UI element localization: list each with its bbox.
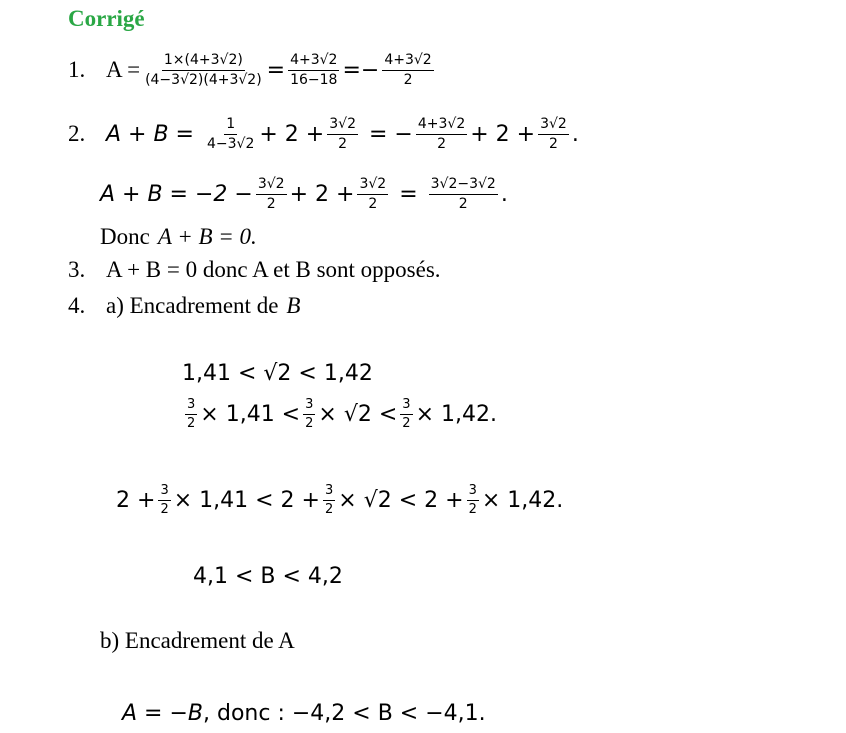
numerator: 3 bbox=[467, 483, 479, 501]
equation-expression: A = −B bbox=[122, 700, 203, 726]
equation-lhs: A + B = bbox=[106, 121, 194, 147]
numerator: 4+3√2 bbox=[416, 116, 467, 135]
conclusion-prefix: Donc bbox=[100, 224, 150, 249]
denominator: 2 bbox=[305, 415, 314, 431]
inequality-part: × √2 < bbox=[318, 401, 398, 427]
inequality-line-3 bbox=[116, 476, 563, 524]
inequality-part: 2 + bbox=[116, 487, 156, 513]
subquestion-label: a) Encadrement de bbox=[106, 293, 279, 318]
fraction bbox=[357, 176, 388, 213]
inequality-part: × √2 < 2 + bbox=[338, 487, 464, 513]
numerator: 3 bbox=[158, 483, 170, 501]
inequality-part: × 1,41 < 2 + bbox=[173, 487, 320, 513]
fraction bbox=[323, 483, 335, 517]
question-number: 2. bbox=[68, 121, 86, 146]
denominator: 2 bbox=[338, 135, 348, 152]
numerator: 4+3√2 bbox=[288, 52, 339, 71]
numerator: 3√2 bbox=[327, 116, 358, 135]
inequality-result: 4,1 < B < 4,2 bbox=[193, 563, 343, 589]
fraction bbox=[256, 176, 287, 213]
numerator: 3 bbox=[323, 483, 335, 501]
operator: = − bbox=[368, 121, 413, 147]
inequality-part: × 1,42. bbox=[481, 487, 564, 513]
question-2 bbox=[68, 108, 579, 160]
subquestion-b-label: b) Encadrement de A bbox=[100, 628, 295, 653]
inequality-part: × 1,41 < bbox=[200, 401, 301, 427]
conclusion-expression: A + B = 0. bbox=[157, 224, 257, 249]
numerator: 3 bbox=[400, 397, 412, 415]
question-number: 4. bbox=[68, 293, 86, 318]
question-2-line-2 bbox=[100, 168, 508, 220]
denominator: 2 bbox=[468, 501, 477, 517]
question-4 bbox=[68, 291, 300, 321]
period: . bbox=[500, 181, 508, 207]
equation-lhs: A + B = −2 − bbox=[100, 181, 253, 207]
numerator: 3√2 bbox=[357, 176, 388, 195]
fraction bbox=[327, 116, 358, 153]
numerator: 3 bbox=[303, 397, 315, 415]
inequality-part: × 1,42. bbox=[415, 401, 497, 427]
fraction bbox=[400, 397, 412, 431]
denominator: 2 bbox=[324, 501, 334, 517]
fraction bbox=[288, 52, 339, 89]
denominator: 2 bbox=[160, 501, 169, 517]
denominator: 2 bbox=[549, 135, 558, 152]
denominator: (4−3√2)(4+3√2) bbox=[145, 71, 262, 88]
operator: + 2 + bbox=[259, 121, 325, 147]
question-number: 3. bbox=[68, 257, 86, 282]
numerator: 1×(4+3√2) bbox=[162, 52, 245, 71]
minus-sign: − bbox=[360, 57, 380, 83]
denominator: 4−3√2 bbox=[207, 135, 255, 152]
numerator: 3√2−3√2 bbox=[429, 176, 498, 195]
fraction bbox=[185, 397, 197, 431]
question-1: 1. A = $\frac{1\times(4+3√2)}{(4-3√2)(4+3√2)}$ = $\frac{4+3√2}{16-18}$ = − $\frac{4+3√2}{2}$ bbox=[68, 51, 432, 88]
question-text: A + B = 0 donc A et B sont opposés. bbox=[106, 257, 441, 282]
fraction bbox=[538, 116, 569, 153]
numerator: 3 bbox=[185, 397, 197, 415]
operator: = bbox=[399, 181, 418, 207]
numerator: 3√2 bbox=[538, 116, 569, 135]
page-title: Corrigé bbox=[68, 6, 145, 31]
denominator: 2 bbox=[368, 195, 378, 212]
numerator: 3√2 bbox=[256, 176, 287, 195]
inequality-line-1: 1,41 < √2 < 1,42 bbox=[182, 360, 373, 386]
fraction bbox=[303, 397, 315, 431]
question-number: 1. bbox=[68, 57, 86, 82]
operator: + 2 + bbox=[289, 181, 355, 207]
fraction bbox=[205, 116, 256, 153]
final-result bbox=[122, 698, 486, 728]
denominator: 2 bbox=[187, 415, 196, 431]
period: . bbox=[571, 121, 579, 147]
equation-lhs: A = bbox=[106, 57, 141, 82]
denominator: 16−18 bbox=[290, 71, 338, 88]
fraction bbox=[158, 483, 170, 517]
operator: + 2 + bbox=[470, 121, 536, 147]
denominator: 2 bbox=[402, 415, 411, 431]
fraction bbox=[143, 52, 264, 89]
fraction bbox=[382, 52, 433, 89]
numerator: 4+3√2 bbox=[382, 52, 433, 71]
denominator: 2 bbox=[437, 135, 446, 152]
inequality-line-2 bbox=[182, 390, 497, 438]
denominator: 2 bbox=[403, 71, 413, 88]
denominator: 2 bbox=[458, 195, 468, 212]
fraction bbox=[416, 116, 467, 153]
numerator: 1 bbox=[224, 116, 237, 135]
question-3 bbox=[68, 255, 441, 285]
equation-rest: , donc : −4,2 < B < −4,1. bbox=[203, 700, 486, 726]
fraction bbox=[429, 176, 498, 213]
variable: B bbox=[286, 293, 301, 318]
denominator: 2 bbox=[266, 195, 276, 212]
fraction bbox=[467, 483, 479, 517]
question-2-conclusion bbox=[100, 222, 257, 252]
